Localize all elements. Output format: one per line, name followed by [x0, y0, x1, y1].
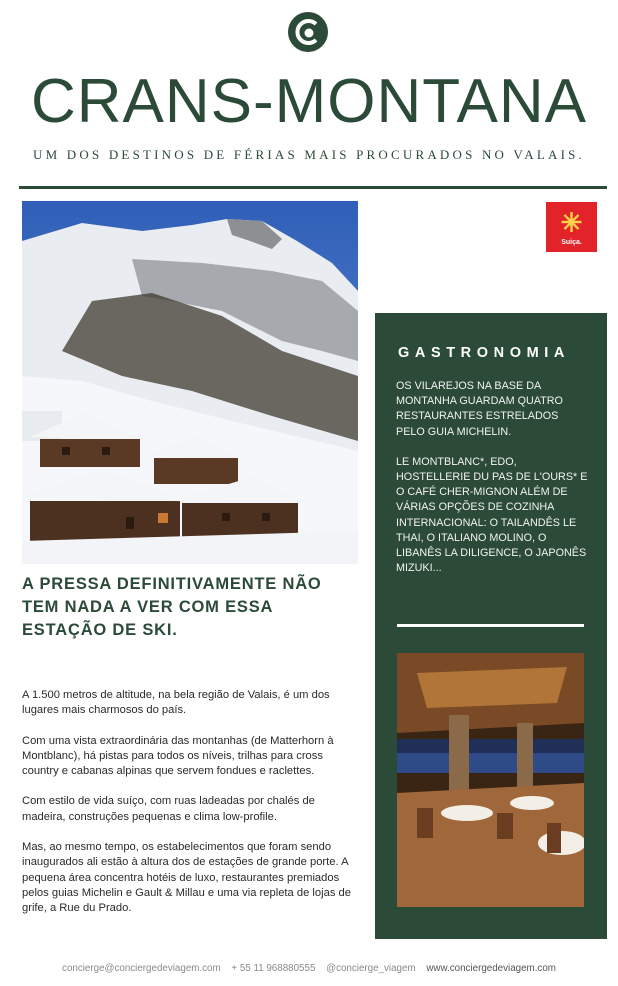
article-headline: A PRESSA DEFINITIVAMENTE NÃO TEM NADA A VER COM ESSA ESTAÇÃO DE SKI.: [22, 575, 322, 639]
footer-contacts: [0, 963, 618, 974]
body-paragraph: Com uma vista extraordinária das montanhas (de Matterhorn à Montblanc), há pistas para todos os níveis, trilhas para cross country e cabanas alpinas que servem fondues e raclettes.: [22, 734, 334, 778]
footer-website[interactable]: www.conciergedeviagem.com: [426, 963, 556, 974]
header-divider: [19, 186, 607, 189]
brand-logo-icon: [288, 12, 328, 52]
hero-photo-snow-chalets: [22, 201, 358, 564]
panel-paragraph: LE MONTBLANC*, EDO, HOSTELLERIE DU PAS DE L'OURS* E O CAFÉ CHER-MIGNON ALÉM DE VÁRIAS OPÇÕES DE COZINHA INTERNACIONAL: O TAILANDÊS LE THAI, O ITALIANO MOLINO, O LIBANÊS LA DILIGENCE, O JAPONÊS MIZUKI...: [396, 455, 588, 575]
footer-email[interactable]: concierge@conciergedeviagem.com: [62, 963, 221, 974]
badge-label: Suiça.: [561, 239, 582, 246]
body-paragraph: Mas, ao mesmo tempo, os estabelecimentos que foram sendo inaugurados ali estão à altura dos de estações de grande porte. A pequena área concentra hotéis de luxo, restaurantes premiados pelos guias Michelin e Gault & Millau e uma via repleta de lojas de grife, a Rue du Prado.: [22, 841, 351, 915]
page-title: CRANS-MONTANA: [30, 67, 588, 136]
body-paragraph: A 1.500 metros de altitude, na bela região de Valais, é um dos lugares mais charmosos do país.: [22, 689, 330, 717]
restaurant-photo: [397, 653, 584, 907]
footer-phone[interactable]: + 55 11 968880555: [231, 963, 316, 974]
gastronomy-panel: [375, 313, 607, 939]
footer-social-handle[interactable]: @concierge_viagem: [326, 963, 416, 974]
body-paragraph: Com estilo de vida suíço, com ruas ladeadas por chalés de madeira, construções pequenas e clima low-profile.: [22, 795, 315, 823]
panel-paragraph: OS VILAREJOS NA BASE DA MONTANHA GUARDAM QUATRO RESTAURANTES ESTRELADOS PELO GUIA MICHELIN.: [396, 380, 563, 438]
panel-title: GASTRONOMIA: [398, 345, 570, 361]
panel-text: [396, 379, 588, 591]
panel-divider: [397, 624, 584, 627]
page-subtitle: UM DOS DESTINOS DE FÉRIAS MAIS PROCURADOS NO VALAIS.: [32, 147, 585, 162]
switzerland-badge: [546, 202, 597, 252]
article-body: [22, 688, 357, 932]
